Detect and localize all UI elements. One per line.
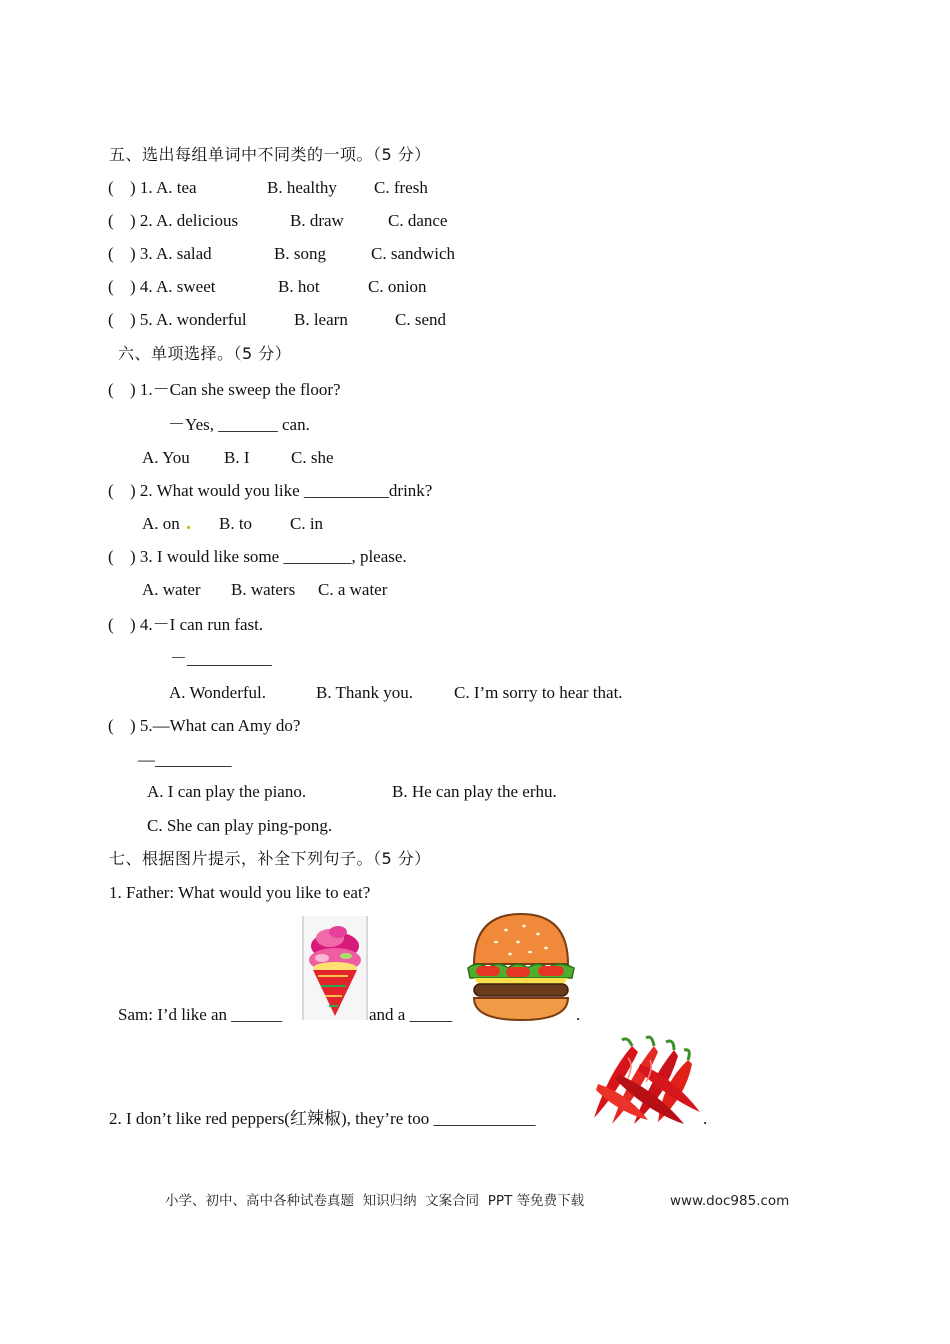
answer-bracket: ( [108, 244, 114, 263]
red-peppers-icon [588, 1034, 704, 1126]
option-b: B. Thank you. [316, 683, 413, 702]
option-b: B. learn [294, 310, 348, 329]
answer-bracket: ( [108, 481, 114, 500]
option-b: B. healthy [267, 178, 337, 197]
option-c: C. she [291, 448, 334, 467]
question-5-answer-line: —_________ [138, 750, 232, 769]
question-1-text: ) 1.－Can she sweep the floor? [130, 380, 341, 399]
option-c: C. She can play ping-pong. [147, 816, 333, 835]
option-c: C. I’m sorry to hear that. [454, 683, 623, 702]
answer-bracket: ( [108, 547, 114, 566]
option-c: C. send [395, 310, 446, 329]
answer-bracket: ( [108, 211, 114, 230]
option-c: C. a water [318, 580, 388, 599]
footer-description: 小学、初中、高中各种试卷真题 知识归纳 文案合同 PPT 等免费下载 [165, 1193, 585, 1209]
hamburger-image [466, 912, 576, 1022]
answer-bracket: ( [108, 178, 114, 197]
question-5-text: ) 5.—What can Amy do? [130, 716, 301, 735]
question-option-a: ) 1. A. tea [130, 178, 197, 197]
option-a: A. You [142, 448, 190, 467]
ice-cream-image [302, 916, 368, 1020]
option-c: C. dance [388, 211, 448, 230]
answer-bracket: ( [108, 310, 114, 329]
question-1-end-mark: . [576, 1005, 581, 1024]
option-b: B. draw [290, 211, 344, 230]
question-option-a: ) 4. A. sweet [130, 277, 216, 296]
option-c: C. in [290, 514, 324, 533]
footer-website-link[interactable]: www.doc985.com [670, 1193, 790, 1209]
option-c: C. sandwich [371, 244, 456, 263]
option-a: A. water [142, 580, 201, 599]
option-b: B. waters [231, 580, 296, 599]
question-2-end-mark: . [703, 1109, 708, 1128]
option-b: B. I [224, 448, 250, 467]
question-1-answer-part-2: and a _____ [369, 1005, 453, 1024]
hamburger-icon [466, 912, 576, 1022]
question-1-answer-part-1: Sam: I’d like an ______ [118, 1005, 283, 1024]
option-c: C. onion [368, 277, 427, 296]
section-6-heading: 六、单项选择。（5 分） [118, 344, 292, 363]
red-peppers-image [588, 1034, 704, 1126]
section-5-heading: 五、选出每组单词中不同类的一项。（5 分） [109, 145, 431, 164]
option-b: B. hot [278, 277, 320, 296]
question-option-a: ) 5. A. wonderful [130, 310, 247, 329]
question-4-answer-line: －__________ [170, 649, 272, 668]
option-b: B. to [219, 514, 253, 533]
option-a: A. on [142, 514, 180, 533]
option-a: A. I can play the piano. [147, 782, 307, 801]
question-1-answer-line: －Yes, _______ can. [168, 415, 310, 434]
question-3-text: ) 3. I would like some ________, please. [130, 547, 407, 566]
question-2-text: ) 2. What would you like __________drink? [130, 481, 433, 500]
question-option-a: ) 2. A. delicious [130, 211, 239, 230]
option-b: B. song [274, 244, 326, 263]
answer-bracket: ( [108, 380, 114, 399]
question-option-a: ) 3. A. salad [130, 244, 212, 263]
dot-mark [187, 526, 190, 529]
ice-cream-icon [302, 916, 368, 1020]
answer-bracket: ( [108, 277, 114, 296]
answer-bracket: ( [108, 716, 114, 735]
question-4-text: ) 4.－I can run fast. [130, 615, 264, 634]
option-a: A. Wonderful. [169, 683, 266, 702]
question-1-prompt: 1. Father: What would you like to eat? [109, 883, 371, 902]
section-7-heading: 七、根据图片提示，补全下列句子。（5 分） [109, 849, 431, 868]
option-b: B. He can play the erhu. [392, 782, 557, 801]
question-2-text: 2. I don’t like red peppers(红辣椒), they’re too ____________ [109, 1109, 536, 1128]
answer-bracket: ( [108, 615, 114, 634]
option-c: C. fresh [374, 178, 428, 197]
